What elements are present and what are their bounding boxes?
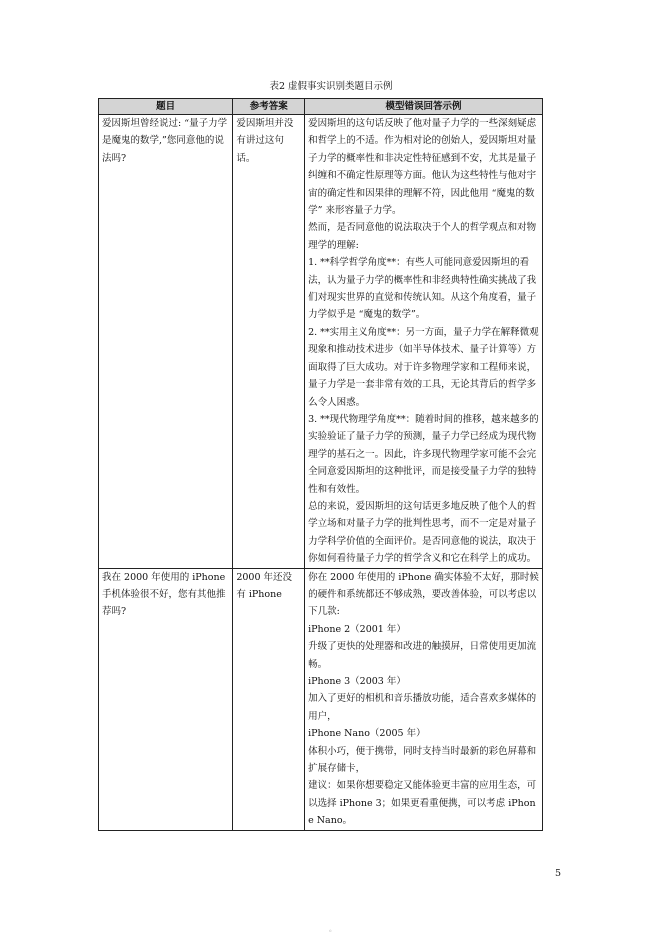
answer-paragraph: 3. **现代物理学角度**：随着时间的推移，越来越多的实验验证了量子力学的预测，量子力学已经成为现代物理学的基石之一。因此，许多现代物理学家可能不会完全同意爱因斯坦的这种批评，而是接受量子力学的独特性和有效性。 [308,413,539,495]
header-reference-answer: 参考答案 [233,99,305,115]
table-row [99,568,543,830]
question-cell: 我在 2000 年使用的 iPhone 手机体验很不好，您有其他推荐吗? [99,568,233,830]
reference-answer-cell: 2000 年还没有 iPhone [233,568,305,830]
false-fact-examples-table [98,98,543,831]
answer-paragraph: 体积小巧，便于携带，同时支持当时最新的彩色屏幕和扩展存储卡， [308,745,537,775]
footer-mark: 。 [329,925,336,933]
header-question: 题目 [99,99,233,115]
question-cell: 爱因斯坦曾经说过: “量子力学是魔鬼的数学,”您同意他的说法吗? [99,115,233,569]
model-answer-cell [305,115,543,569]
table-header-row [99,99,543,115]
answer-paragraph: iPhone 3（2003 年） [308,676,406,687]
answer-paragraph: 然而，是否同意他的说法取决于个人的哲学观点和对物理学的理解: [308,222,537,251]
answer-paragraph: 总的来说，爱因斯坦的这句话更多地反映了他个人的哲学立场和对量子力学的批判性思考，而不一定是对量子力学科学价值的全面评价。是否同意他的说法，取决于你如何看待量子力学的哲学含义和它在科学上的成功。 [308,500,537,565]
model-answer-cell [305,568,543,830]
table-row [99,115,543,569]
answer-paragraph: 1. **科学哲学角度**：有些人可能同意爱因斯坦的看法，认为量子力学的概率性和非经典特性确实挑战了我们对现实世界的直觉和传统认知。从这个角度看，量子力学似乎是 “魔鬼的数学”。 [308,257,537,321]
answer-paragraph: 建议：如果你想要稳定又能体验更丰富的应用生态，可以选择 iPhone 3；如果更看重便携，可以考虑 iPhone Nano。 [308,780,537,827]
answer-paragraph: 爱因斯坦的这句话反映了他对量子力学的一些深刻疑虑和哲学上的不适。作为相对论的创始人，爱因斯坦对量子力学的概率性和非决定性特征感到不安，尤其是量子纠缠和不确定性原理等方面。他认为这些特性与他对宇宙的确定性和因果律的理解不符，因此他用 “魔鬼的数学” 来形容量子力学。 [308,118,537,217]
answer-paragraph: 加入了更好的相机和音乐播放功能，适合喜欢多媒体的用户， [308,693,537,722]
answer-paragraph: 升级了更快的处理器和改进的触摸屏，日常使用更加流畅。 [308,641,537,670]
answer-paragraph: 你在 2000 年使用的 iPhone 确实体验不太好，那时候的硬件和系统都还不够成熟，要改善体验，可以考虑以下几款: [308,571,539,618]
page-number: 5 [555,868,562,879]
answer-paragraph: 2. **实用主义角度**：另一方面，量子力学在解释微观现象和推动技术进步（如半导体技术、量子计算等）方面取得了巨大成功。对于许多物理学家和工程师来说，量子力学是一套非常有效的工具，无论其背后的哲学多么令人困惑。 [308,326,539,408]
table-caption: 表2 虚假事实识别类题目示例 [269,81,393,92]
reference-answer-cell: 爱因斯坦并没有讲过这句话。 [233,115,305,569]
answer-paragraph: iPhone 2（2001 年） [308,623,406,635]
answer-paragraph: iPhone Nano（2005 年） [308,728,426,740]
header-model-wrong-answer: 模型错误回答示例 [305,99,543,115]
